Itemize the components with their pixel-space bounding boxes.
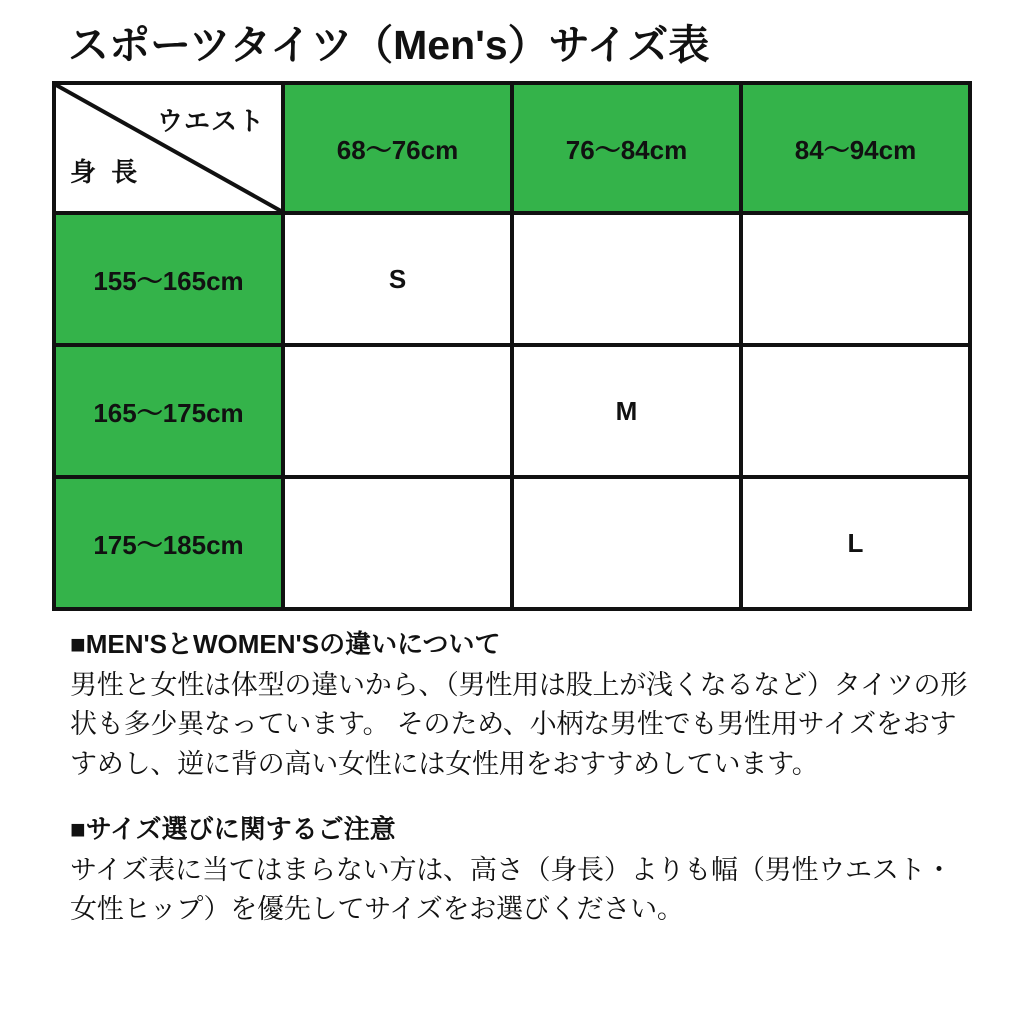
size-cell-r1c1: S bbox=[283, 213, 512, 345]
row-header-height-1: 155〜165cm bbox=[54, 213, 283, 345]
size-table bbox=[52, 81, 972, 611]
height-axis-label: 身 長 bbox=[70, 157, 142, 188]
row-header-height-3: 175〜185cm bbox=[54, 477, 283, 609]
table-corner-cell bbox=[54, 83, 283, 213]
waist-axis-label: ウエスト bbox=[156, 106, 265, 137]
table-row bbox=[54, 345, 970, 477]
note-body: サイズ表に当てはまらない方は、高さ（身長）よりも幅（男性ウエスト・女性ヒップ）を優先してサイズをお選びください。 bbox=[70, 854, 953, 924]
column-header-waist-1: 68〜76cm bbox=[283, 83, 512, 213]
column-header-waist-3: 84〜94cm bbox=[741, 83, 970, 213]
row-header-height-2: 165〜175cm bbox=[54, 345, 283, 477]
size-cell-r3c2 bbox=[512, 477, 741, 609]
size-cell-r2c3 bbox=[741, 345, 970, 477]
size-cell-r3c3: L bbox=[741, 477, 970, 609]
table-row bbox=[54, 477, 970, 609]
note-block-mens-womens bbox=[70, 625, 970, 783]
note-heading: ■サイズ選びに関するご注意 bbox=[70, 813, 396, 844]
note-heading: ■MEN'SとWOMEN'Sの違いについて bbox=[70, 629, 501, 660]
note-block-size-選び bbox=[70, 810, 970, 929]
size-cell-r2c2: M bbox=[512, 345, 741, 477]
size-cell-r1c3 bbox=[741, 213, 970, 345]
size-cell-r3c1 bbox=[283, 477, 512, 609]
page-title: スポーツタイツ（Men's）サイズ表 bbox=[68, 22, 710, 68]
notes-section bbox=[70, 625, 970, 929]
size-cell-r2c1 bbox=[283, 345, 512, 477]
column-header-waist-2: 76〜84cm bbox=[512, 83, 741, 213]
size-cell-r1c2 bbox=[512, 213, 741, 345]
table-row bbox=[54, 213, 970, 345]
table-header-row bbox=[54, 83, 970, 213]
note-body: 男性と女性は体型の違いから、（男性用は股上が浅くなるなど）タイツの形状も多少異なっています。 そのため、小柄な男性でも男性用サイズをおすすめし、逆に背の高い女性には女性用をおすすめしています。 bbox=[70, 670, 968, 779]
